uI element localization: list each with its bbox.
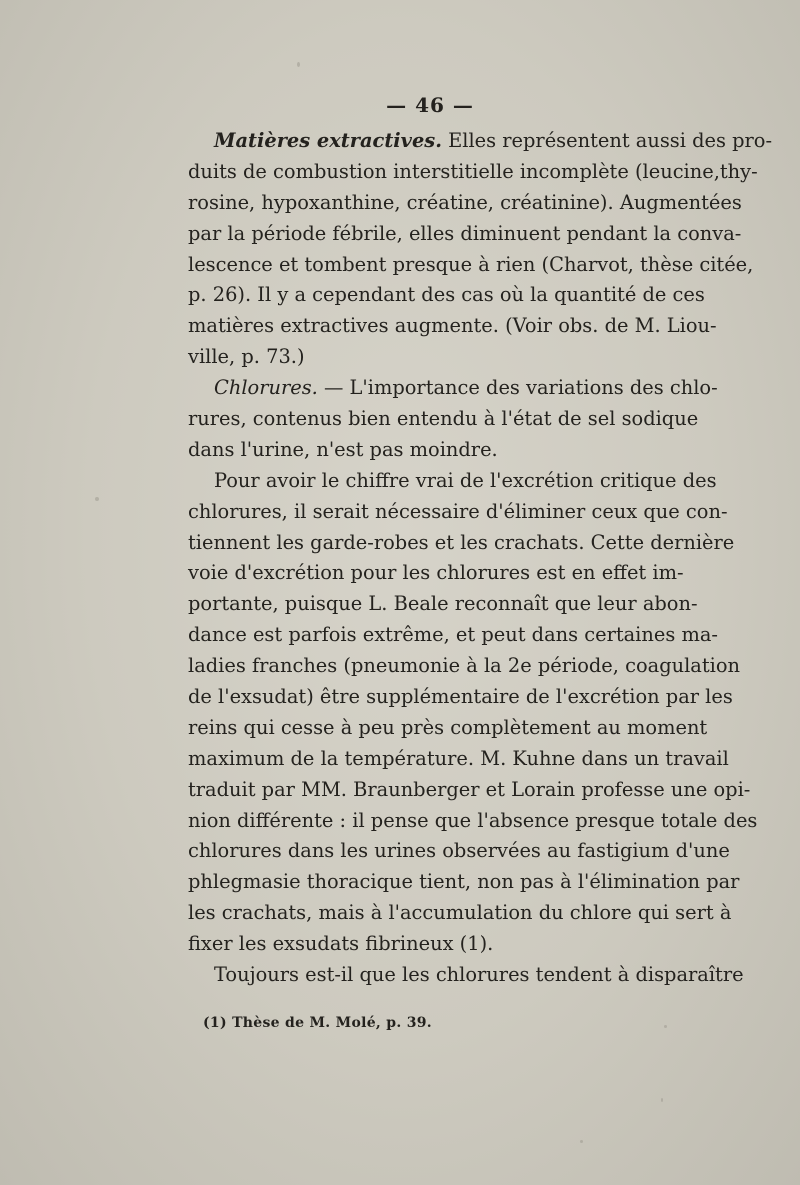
paragraph [188, 466, 758, 960]
text-line: les crachats, mais à l'accumulation du chlore qui sert à [188, 901, 732, 925]
body-text [188, 126, 773, 991]
text-line: fixer les exsudats fibrineux (1). [188, 932, 494, 956]
text-line: lescence et tombent presque à rien (Charvot, thèse citée, [188, 252, 754, 276]
text-line: Matières extractives. Elles représentent aussi des pro- [214, 129, 773, 152]
page-number: — 46 — [386, 93, 474, 117]
footnote: (1) Thèse de M. Molé, p. 39. [203, 1015, 432, 1031]
text-line: dance est parfois extrême, et peut dans certaines ma- [188, 623, 718, 647]
text-line: Chlorures. — L'importance des variations des chlo- [214, 376, 718, 400]
text-line: nion différente : il pense que l'absence presque totale des [188, 808, 758, 832]
text-line: rures, contenus bien entendu à l'état de sel sodique [188, 407, 699, 431]
text-line: par la période fébrile, elles diminuent pendant la conva- [188, 221, 742, 245]
paper-speck [297, 62, 300, 67]
text-line: duits de combustion interstitielle incomplète (leucine,thy- [188, 159, 758, 183]
text-line: maximum de la température. M. Kuhne dans un travail [188, 746, 729, 770]
text-line: dans l'urine, n'est pas moindre. [188, 437, 498, 461]
paper-speck [661, 1098, 663, 1102]
section-heading: Chlorures. [214, 376, 318, 400]
text-line: chlorures dans les urines observées au fastigium d'une [188, 839, 730, 863]
paragraph [188, 960, 744, 991]
text-line: matières extractives augmente. (Voir obs. de M. Liou- [188, 314, 717, 338]
text-line: phlegmasie thoracique tient, non pas à l'élimination par [188, 870, 740, 894]
text-line: reins qui cesse à peu près complètement au moment [188, 715, 708, 739]
text-line: voie d'excrétion pour les chlorures est en effet im- [188, 561, 684, 585]
text-line: rosine, hypoxanthine, créatine, créatinine). Augmentées [188, 190, 742, 214]
text-line: chlorures, il serait nécessaire d'éliminer ceux que con- [188, 499, 728, 523]
text-line: traduit par MM. Braunberger et Lorain professe une opi- [188, 777, 751, 801]
text-line: ville, p. 73.) [188, 345, 305, 369]
text-line: p. 26). Il y a cependant des cas où la quantité de ces [188, 283, 705, 307]
text-line: portante, puisque L. Beale reconnaît que leur abon- [188, 592, 698, 616]
section-heading: Matières extractives. [214, 129, 442, 152]
paper-speck [95, 497, 99, 501]
text-line: Pour avoir le chiffre vrai de l'excrétion critique des [214, 468, 717, 492]
paragraph [188, 126, 773, 373]
paper-speck [580, 1140, 583, 1143]
text-line: Toujours est-il que les chlorures tendent à disparaître [214, 963, 744, 987]
text-line: de l'exsudat) être supplémentaire de l'excrétion par les [188, 685, 733, 709]
text-line: ladies franches (pneumonie à la 2e période, coagulation [188, 654, 741, 678]
paper-speck [664, 1025, 667, 1028]
text-line: tiennent les garde-robes et les crachats. Cette dernière [188, 530, 735, 554]
paragraph [188, 373, 718, 466]
